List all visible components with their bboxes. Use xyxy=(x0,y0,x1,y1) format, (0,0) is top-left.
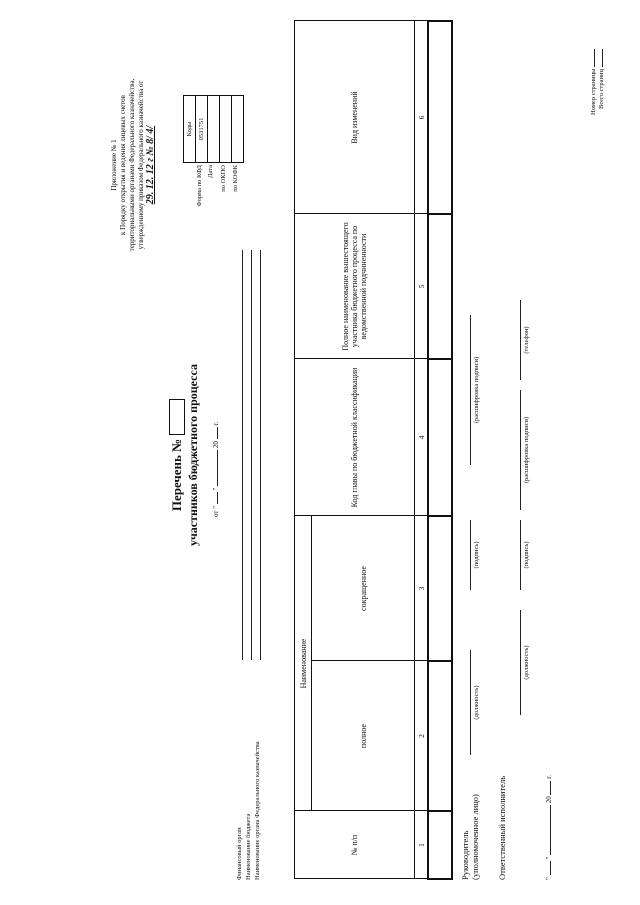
page-title: Перечень № xyxy=(169,438,184,512)
okpo-label: по ОКПО xyxy=(220,165,227,192)
left-labels xyxy=(236,670,263,880)
executor-phone-line[interactable] xyxy=(520,300,521,380)
head-position-line[interactable] xyxy=(470,650,471,755)
budget-name-label: Наименование бюджета xyxy=(245,813,252,880)
table-cell[interactable] xyxy=(428,811,452,879)
executor-decode-line[interactable] xyxy=(520,390,521,510)
table-cell[interactable] xyxy=(428,21,452,214)
date-code-field[interactable] xyxy=(208,96,220,163)
fk-org-label: Наименование органа Федерального казначейства xyxy=(254,741,261,880)
head-label: Руководитель xyxy=(460,830,470,880)
appendix-line-1: Приложение № 1 xyxy=(110,139,118,191)
col-number-2: 2 xyxy=(415,661,429,811)
okpo-code-field[interactable] xyxy=(220,96,232,163)
appendix-line-2: к Порядку открытия и ведения лицевых счетов xyxy=(119,95,127,236)
fin-org-line[interactable] xyxy=(242,250,243,660)
table-cell[interactable] xyxy=(428,214,452,359)
head-signature-line[interactable] xyxy=(470,520,471,590)
head-sublabel: (уполномоченное лицо) xyxy=(470,794,480,880)
table-cell[interactable] xyxy=(428,359,452,516)
col-number-3: 3 xyxy=(415,516,429,661)
head-decode-caption: (расшифровка подписи) xyxy=(473,356,480,424)
title-date: от " " 20 г. xyxy=(212,421,220,517)
codes-box xyxy=(183,95,244,163)
budget-name-line[interactable] xyxy=(251,250,252,660)
table-row xyxy=(428,21,452,879)
header-code: Код главы по бюджетной классификации xyxy=(295,359,415,516)
header-short: сокращенное xyxy=(312,516,415,661)
table-cell[interactable] xyxy=(428,661,452,811)
header-full: полное xyxy=(312,661,415,811)
fk-org-line[interactable] xyxy=(260,250,261,660)
executor-position-caption: (должность) xyxy=(523,645,530,680)
form-label: Форма по КФД xyxy=(196,165,203,207)
number-box xyxy=(169,399,185,435)
kofk-code-field[interactable] xyxy=(232,96,244,163)
bottom-date: " " 20 г. xyxy=(545,774,553,880)
codes-header: Коды xyxy=(184,96,196,163)
executor-label: Ответственный исполнитель xyxy=(497,775,507,880)
col-number-5: 5 xyxy=(415,214,429,359)
head-position-caption: (должность) xyxy=(473,685,480,720)
participants-table xyxy=(294,20,453,880)
title-block xyxy=(168,345,201,565)
page-footer xyxy=(590,5,606,115)
col-number-4: 4 xyxy=(415,359,429,516)
codes-labels xyxy=(196,165,243,265)
appendix-handwritten-date: 29. 12. 12 г № 8/ 4/ xyxy=(145,125,156,205)
form-code: 0531751 xyxy=(196,96,208,163)
appendix-line-4: утвержденному приказом Федерального казначейства от xyxy=(137,80,145,250)
header-change: Вид изменений xyxy=(295,21,415,214)
header-name: Наименование xyxy=(295,516,312,811)
executor-decode-caption: (расшифровка подписи) xyxy=(523,416,530,484)
col-number-1: 1 xyxy=(415,811,429,879)
table-cell[interactable] xyxy=(428,516,452,661)
appendix-block xyxy=(110,5,155,325)
page-subtitle: участников бюджетного процесса xyxy=(186,364,200,546)
executor-signature-line[interactable] xyxy=(520,520,521,590)
page-total-label: Всего страниц xyxy=(598,69,605,109)
kofk-label: по КОФК xyxy=(232,165,239,192)
fin-org-label: Финансовый орган xyxy=(236,827,243,880)
head-decode-line[interactable] xyxy=(470,315,471,465)
executor-signature-caption: (подпись) xyxy=(523,541,530,569)
header-parent: Полное наименование вышестоящего участника бюджетного процесса по ведомственной подчиненности xyxy=(295,214,415,359)
date-label: Дата xyxy=(207,165,214,178)
executor-position-line[interactable] xyxy=(520,610,521,715)
header-num: № п/п xyxy=(295,811,415,879)
head-label-block xyxy=(460,760,480,880)
head-signature-caption: (подпись) xyxy=(473,541,480,569)
executor-phone-caption: (телефон) xyxy=(523,326,530,354)
col-number-6: 6 xyxy=(415,21,429,214)
page-number-label: Номер страницы xyxy=(590,68,597,115)
appendix-line-3: территориальными органами Федерального казначейства, xyxy=(128,78,136,252)
